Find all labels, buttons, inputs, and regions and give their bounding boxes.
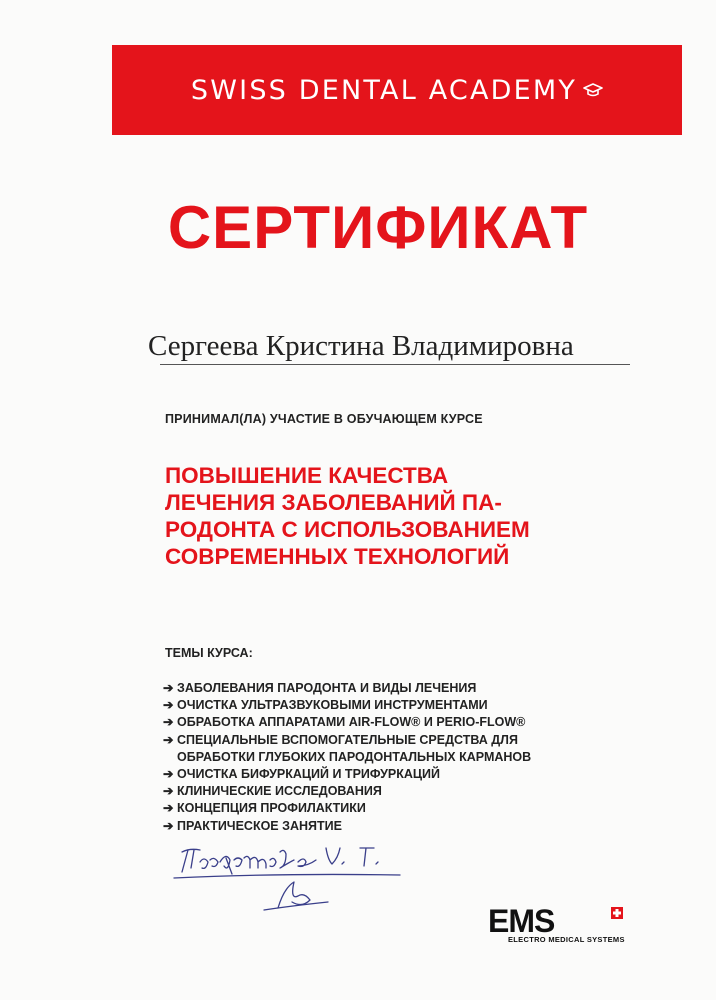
arrow-right-icon: ➔ — [163, 784, 174, 799]
arrow-right-icon: ➔ — [163, 801, 174, 816]
academy-banner — [112, 45, 682, 135]
arrow-right-icon: ➔ — [163, 698, 174, 713]
topic-item-continuation: ОБРАБОТКИ ГЛУБОКИХ ПАРОДОНТАЛЬНЫХ КАРМАНОВ — [177, 749, 532, 764]
ems-wordmark: EMS — [488, 903, 555, 939]
topic-item — [163, 714, 531, 731]
topics-heading: ТЕМЫ КУРСА: — [165, 646, 253, 660]
course-title-line: ЛЕЧЕНИЯ ЗАБОЛЕВАНИЙ ПА- — [165, 490, 502, 515]
topic-text: ЗАБОЛЕВАНИЯ ПАРОДОНТА И ВИДЫ ЛЕЧЕНИЯ — [177, 681, 477, 695]
academy-name: SWISS DENTAL ACADEMY — [190, 74, 578, 106]
topic-text: ОБРАБОТКА АППАРАТАМИ AIR-FLOW® И PERIO-FLOW® — [177, 715, 526, 730]
topic-item — [163, 783, 531, 800]
topic-text: КЛИНИЧЕСКИЕ ИССЛЕДОВАНИЯ — [177, 784, 382, 799]
topic-item — [163, 766, 531, 783]
swiss-cross-icon — [611, 907, 623, 919]
participation-text: ПРИНИМАЛ(ЛА) УЧАСТИЕ В ОБУЧАЮЩЕМ КУРСЕ — [165, 412, 483, 426]
certificate-title: СЕРТИФИКАТ — [167, 194, 589, 261]
course-title — [165, 462, 665, 570]
topic-item — [163, 680, 531, 697]
topic-text: ПРАКТИЧЕСКОЕ ЗАНЯТИЕ — [177, 818, 342, 833]
arrow-right-icon: ➔ — [163, 715, 174, 730]
topic-item — [163, 697, 531, 714]
topic-text: СПЕЦИАЛЬНЫЕ ВСПОМОГАТЕЛЬНЫЕ СРЕДСТВА ДЛЯ — [177, 732, 518, 747]
arrow-right-icon: ➔ — [163, 732, 174, 747]
handwritten-signature-icon — [160, 838, 420, 928]
topic-text: КОНЦЕПЦИЯ ПРОФИЛАКТИКИ — [177, 801, 366, 816]
topics-list — [163, 680, 531, 835]
topic-item — [163, 800, 531, 817]
recipient-underline — [160, 364, 630, 365]
arrow-right-icon: ➔ — [163, 818, 174, 833]
topic-item — [163, 818, 531, 835]
ems-tagline: ELECTRO MEDICAL SYSTEMS — [508, 935, 625, 944]
topic-item — [163, 732, 531, 749]
topic-text: ОЧИСТКА БИФУРКАЦИЙ И ТРИФУРКАЦИЙ — [177, 767, 440, 782]
course-title-line: ПОВЫШЕНИЕ КАЧЕСТВА — [165, 463, 449, 488]
arrow-right-icon: ➔ — [163, 767, 174, 782]
arrow-right-icon: ➔ — [163, 681, 174, 695]
graduation-cap-icon — [583, 83, 603, 97]
course-title-line: РОДОНТА С ИСПОЛЬЗОВАНИЕМ — [165, 517, 530, 542]
topic-text: ОЧИСТКА УЛЬТРАЗВУКОВЫМИ ИНСТРУМЕНТАМИ — [177, 698, 488, 713]
course-title-line: СОВРЕМЕННЫХ ТЕХНОЛОГИЙ — [165, 544, 510, 569]
recipient-name: Сергеева Кристина Владимировна — [148, 330, 574, 362]
